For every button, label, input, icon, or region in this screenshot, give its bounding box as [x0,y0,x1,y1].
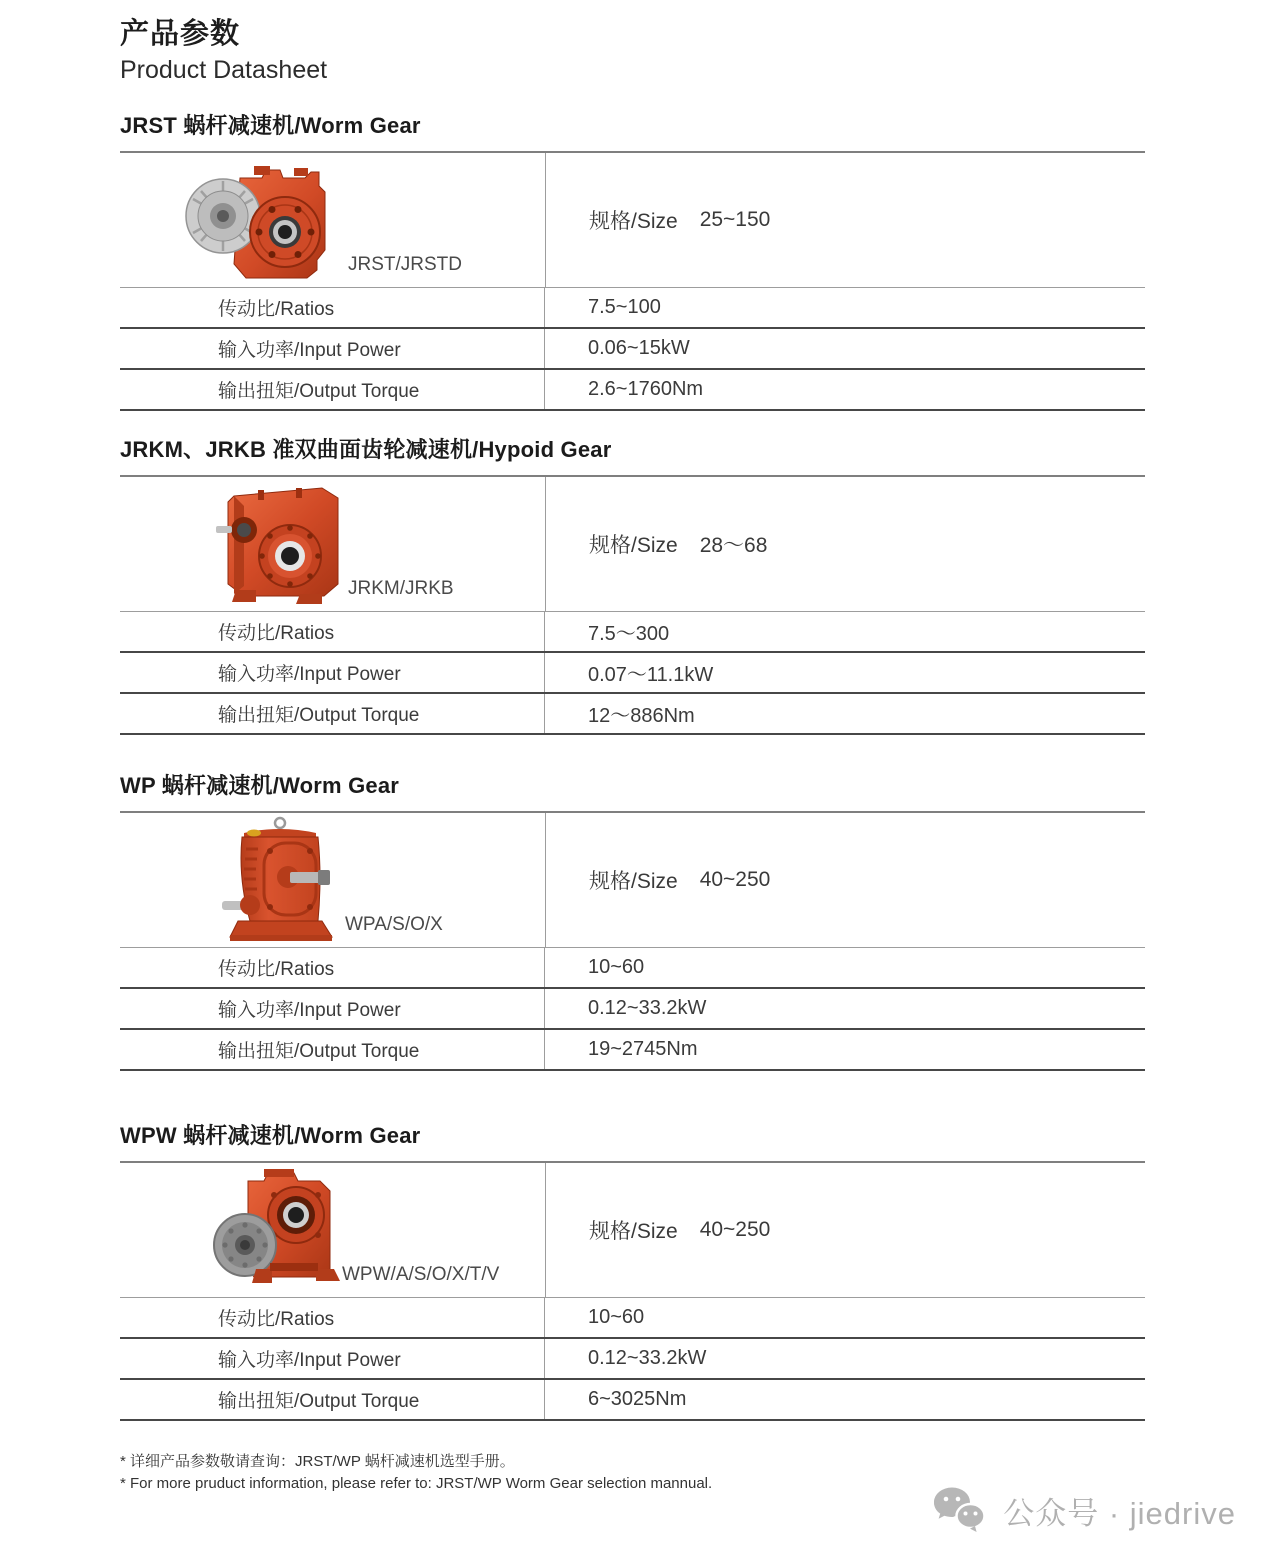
section-wp [120,771,1145,1071]
table-image-row [120,477,1145,612]
section-jrkm-jrkb [120,435,1145,735]
page-content [120,16,1145,1495]
row-label: 输出扭矩/Output Torque [120,370,545,409]
row-value: 0.12~33.2kW [588,1347,707,1369]
product-image-cell [120,1163,546,1297]
product-model-label: WPW/A/S/O/X/T/V [342,1264,500,1285]
page-title-zh: 产品参数 [120,18,241,50]
row-label: 输入功率/Input Power [120,653,545,692]
row-label: 输入功率/Input Power [120,1339,545,1378]
row-value: 7.5～300 [588,623,670,645]
size-value: 25~150 [699,208,771,231]
size-cell [546,153,1145,287]
product-image-cell [120,477,546,611]
table-image-row [120,153,1145,288]
product-image-wp-gearbox [220,815,340,945]
spec-table-jrst [120,151,1145,411]
product-image-jrst-gearbox [184,158,336,284]
spec-table-wp [120,811,1145,1071]
row-label: 输入功率/Input Power [120,989,545,1028]
row-label: 传动比/Ratios [120,612,545,651]
row-value: 2.6~1760Nm [588,378,704,400]
row-label: 输出扭矩/Output Torque [120,1030,545,1069]
table-row-ratios [120,612,1145,653]
row-value: 7.5~100 [588,296,661,318]
row-value: 0.06~15kW [588,337,690,359]
row-value: 12～886Nm [588,705,695,727]
section-heading: JRST 蜗杆减速机/Worm Gear [120,113,421,138]
footnote-en: * For more pruduct information, please refer to: JRST/WP Worm Gear selection mannual. [120,1475,713,1492]
table-row-ratios [120,948,1145,989]
product-model-label: WPA/S/O/X [345,914,443,935]
row-value: 19~2745Nm [588,1038,698,1060]
section-jrst [120,111,1145,411]
watermark [931,1486,1236,1534]
table-row-output-torque [120,1030,1145,1071]
page-title-en: Product Datasheet [120,56,328,84]
size-cell [546,813,1145,947]
size-label: 规格/Size [589,870,678,893]
row-label: 输出扭矩/Output Torque [120,1380,545,1419]
section-heading: WP 蜗杆减速机/Worm Gear [120,773,400,798]
table-row-ratios [120,288,1145,329]
size-label: 规格/Size [589,1220,678,1243]
table-row-output-torque [120,370,1145,411]
row-value: 0.07～11.1kW [588,664,714,686]
product-image-cell [120,153,546,287]
table-image-row [120,813,1145,948]
row-label: 传动比/Ratios [120,948,545,987]
size-value: 40~250 [699,1218,771,1241]
table-row-output-torque [120,694,1145,735]
product-image-wpw-gearbox [212,1167,348,1291]
size-label: 规格/Size [589,534,678,557]
size-cell [546,1163,1145,1297]
row-value: 6~3025Nm [588,1388,687,1410]
table-row-input-power [120,329,1145,370]
row-value: 10~60 [588,1306,645,1328]
size-value: 28～68 [699,534,768,557]
table-row-input-power [120,1339,1145,1380]
size-label: 规格/Size [589,210,678,233]
size-cell [546,477,1145,611]
row-label: 输出扭矩/Output Torque [120,694,545,733]
spec-table-jrkm [120,475,1145,735]
row-label: 传动比/Ratios [120,288,545,327]
table-row-input-power [120,989,1145,1030]
table-image-row [120,1163,1145,1298]
row-value: 10~60 [588,956,645,978]
table-row-ratios [120,1298,1145,1339]
section-wpw [120,1121,1145,1421]
product-image-jrkm-gearbox [214,482,348,608]
row-label: 输入功率/Input Power [120,329,545,368]
product-image-cell [120,813,546,947]
footnote-zh: * 详细产品参数敬请查询：JRST/WP 蜗杆减速机选型手册。 [120,1453,515,1470]
wechat-icon [931,1486,989,1534]
table-row-output-torque [120,1380,1145,1421]
section-heading: JRKM、JRKB 准双曲面齿轮减速机/Hypoid Gear [120,437,612,462]
section-heading: WPW 蜗杆减速机/Worm Gear [120,1123,421,1148]
row-value: 0.12~33.2kW [588,997,707,1019]
product-model-label: JRST/JRSTD [348,254,462,275]
row-label: 传动比/Ratios [120,1298,545,1337]
table-row-input-power [120,653,1145,694]
watermark-text: 公众号 · jiedrive [1003,1495,1236,1531]
spec-table-wpw [120,1161,1145,1421]
size-value: 40~250 [699,868,771,891]
product-model-label: JRKM/JRKB [348,578,454,599]
